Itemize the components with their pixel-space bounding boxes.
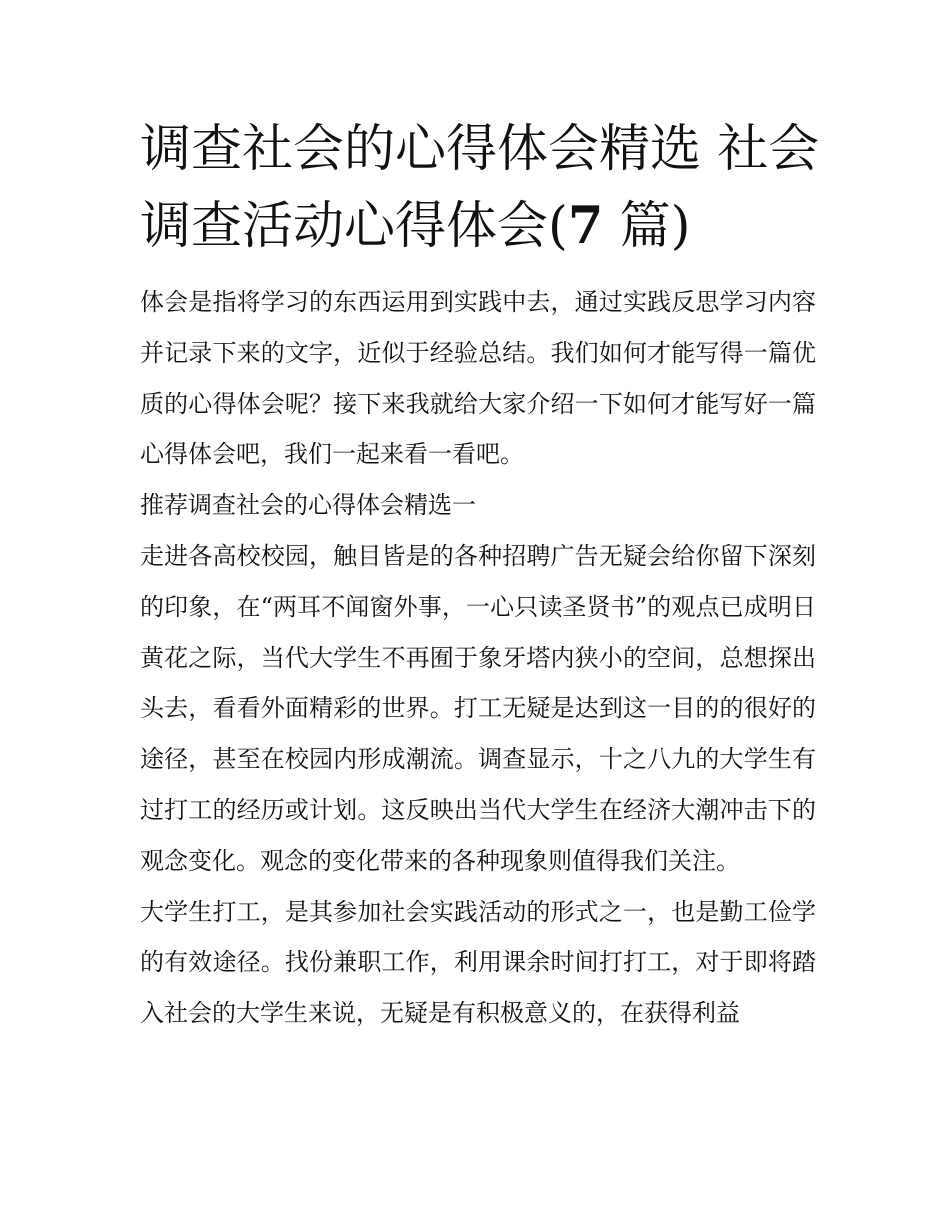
body-paragraph-1: 走进各高校校园，触目皆是的各种招聘广告无疑会给你留下深刻的印象，在“两耳不闻窗外事，一心只读圣贤书”的观点已成明日黄花之际，当代大学生不再囿于象牙塔内狭小的空间，总想探出头去，看看外面精彩的世界。打工无疑是达到这一目的的很好的途径，甚至在校园内形成潮流。调查显示，十之八九的大学生有过打工的经历或计划。这反映出当代大学生在经济大潮冲击下的观念变化。观念的变化带来的各种现象则值得我们关注。 xyxy=(140,541,816,875)
page-title xyxy=(140,112,820,265)
intro-paragraph: 体会是指将学习的东西运用到实践中去，通过实践反思学习内容并记录下来的文字，近似于经验总结。我们如何才能写得一篇优质的心得体会呢？接下来我就给大家介绍一下如何才能写好一篇心得体会吧，我们一起来看一看吧。 xyxy=(140,288,816,469)
body-paragraph-2: 大学生打工，是其参加社会实践活动的形式之一，也是勤工俭学的有效途径。找份兼职工作，利用课余时间打打工，对于即将踏入社会的大学生来说，无疑是有积极意义的，在获得利益 xyxy=(140,897,816,1028)
document-body xyxy=(140,277,816,1039)
title-text-end: 篇) xyxy=(603,197,691,256)
title-text-main: 调查社会的心得体会精选 社会调查活动心得体会( xyxy=(140,120,820,256)
title-number: 7 xyxy=(567,196,604,256)
section-heading: 推荐调查社会的心得体会精选一 xyxy=(140,491,476,520)
